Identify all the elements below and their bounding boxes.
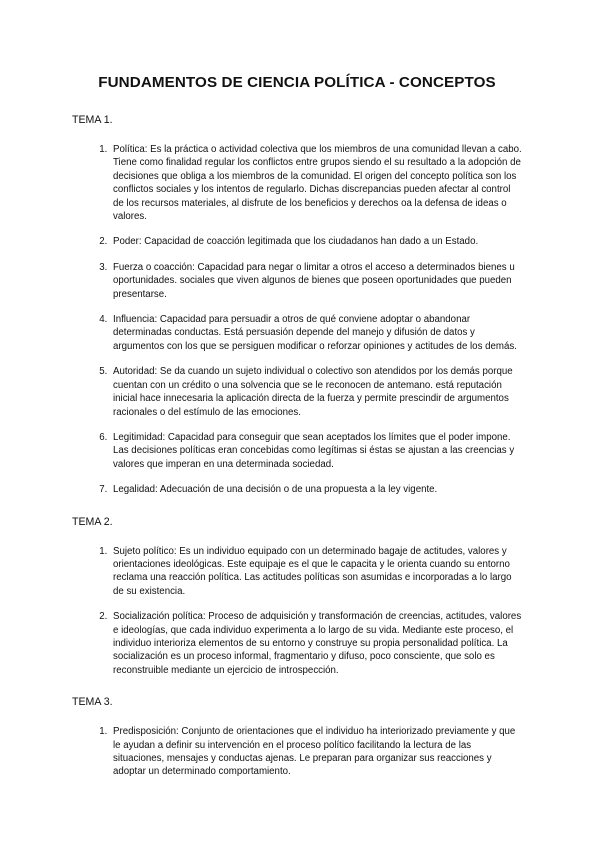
concept-list [72,725,522,779]
list-item: 1. Sujeto político: Es un individuo equipado con un determinado bagaje de actitudes, valores y orientaciones ideológicas. Este equipaje es el que le capacita y le orienta cuando su entorno reclama una reacción política. Las actitudes políticas son asumidas e incorporadas a lo largo de su existencia. [110,545,522,599]
section-tema-2 [72,516,522,678]
list-item: 7. Legalidad: Adecuación de una decisión o de una propuesta a la ley vigente. [110,483,522,496]
section-heading: TEMA 2. [72,515,113,528]
concept-list [72,143,522,497]
list-item: 6. Legitimidad: Capacidad para conseguir que sean aceptados los límites que el poder impone. Las decisiones políticas eran concebidas como legítimas si éstas se ajustan a las creencias y valores que imperan en una determinada sociedad. [110,431,522,471]
list-item: 3. Fuerza o coacción: Capacidad para negar o limitar a otros el acceso a determinados bienes u oportunidades. sociales que viven algunos de bienes que poseen oportunidades que pueden presentarse. [110,261,522,301]
list-item: 1. Política: Es la práctica o actividad colectiva que los miembros de una comunidad llevan a cabo. Tiene como finalidad regular los conflictos entre grupos siendo el su resultado a la adopción de decisiones que obliga a los miembros de la comunidad. El origen del concepto política son los conflictos sociales y los intentos de regularlo. Dichas discrepancias pueden afectar al control de los recursos materiales, al disfrute de los beneficios y derechos oa la defensa de ideas o valores. [110,143,522,223]
list-item: 4. Influencia: Capacidad para persuadir a otros de qué conviene adoptar o abandonar determinadas conductas. Está persuasión depende del manejo y difusión de datos y argumentos con los que se persiguen modificar o reforzar opiniones y actitudes de los demás. [110,313,522,353]
document-title: FUNDAMENTOS DE CIENCIA POLÍTICA - CONCEPTOS [98,74,496,91]
section-heading: TEMA 3. [72,696,113,709]
list-item: 5. Autoridad: Se da cuando un sujeto individual o colectivo son atendidos por los demás porque cuentan con un crédito o una solvencia que se le reconocen de antemano. está reputación inicial hace innecesaria la aplicación directa de la fuerza y permite prescindir de argumentos racionales o del estímulo de las emociones. [110,365,522,419]
section-tema-3 [72,696,522,779]
concept-list [72,545,522,678]
list-item: 2. Poder: Capacidad de coacción legitimada que los ciudadanos han dado a un Estado. [110,235,522,248]
list-item: 1. Predisposición: Conjunto de orientaciones que el individuo ha interiorizado previamente y que le ayudan a definir su intervención en el proceso político facilitando la lectura de las situaciones, mensajes y conductas ajenas. Le preparan para organizar sus reacciones y adoptar un determinado comportamiento. [110,725,522,779]
section-heading: TEMA 1. [72,114,113,126]
list-item: 2. Socialización política: Proceso de adquisición y transformación de creencias, actitudes, valores e ideologías, que cada individuo experimenta a lo largo de su vida. Mediante este proceso, el individuo interioriza elementos de su entorno y construye su propia personalidad política. La socialización es un proceso informal, fragmentario y difuso, poco consciente, que solo es reconstruible mediante un ejercicio de introspección. [110,610,522,677]
section-tema-1 [72,114,522,497]
